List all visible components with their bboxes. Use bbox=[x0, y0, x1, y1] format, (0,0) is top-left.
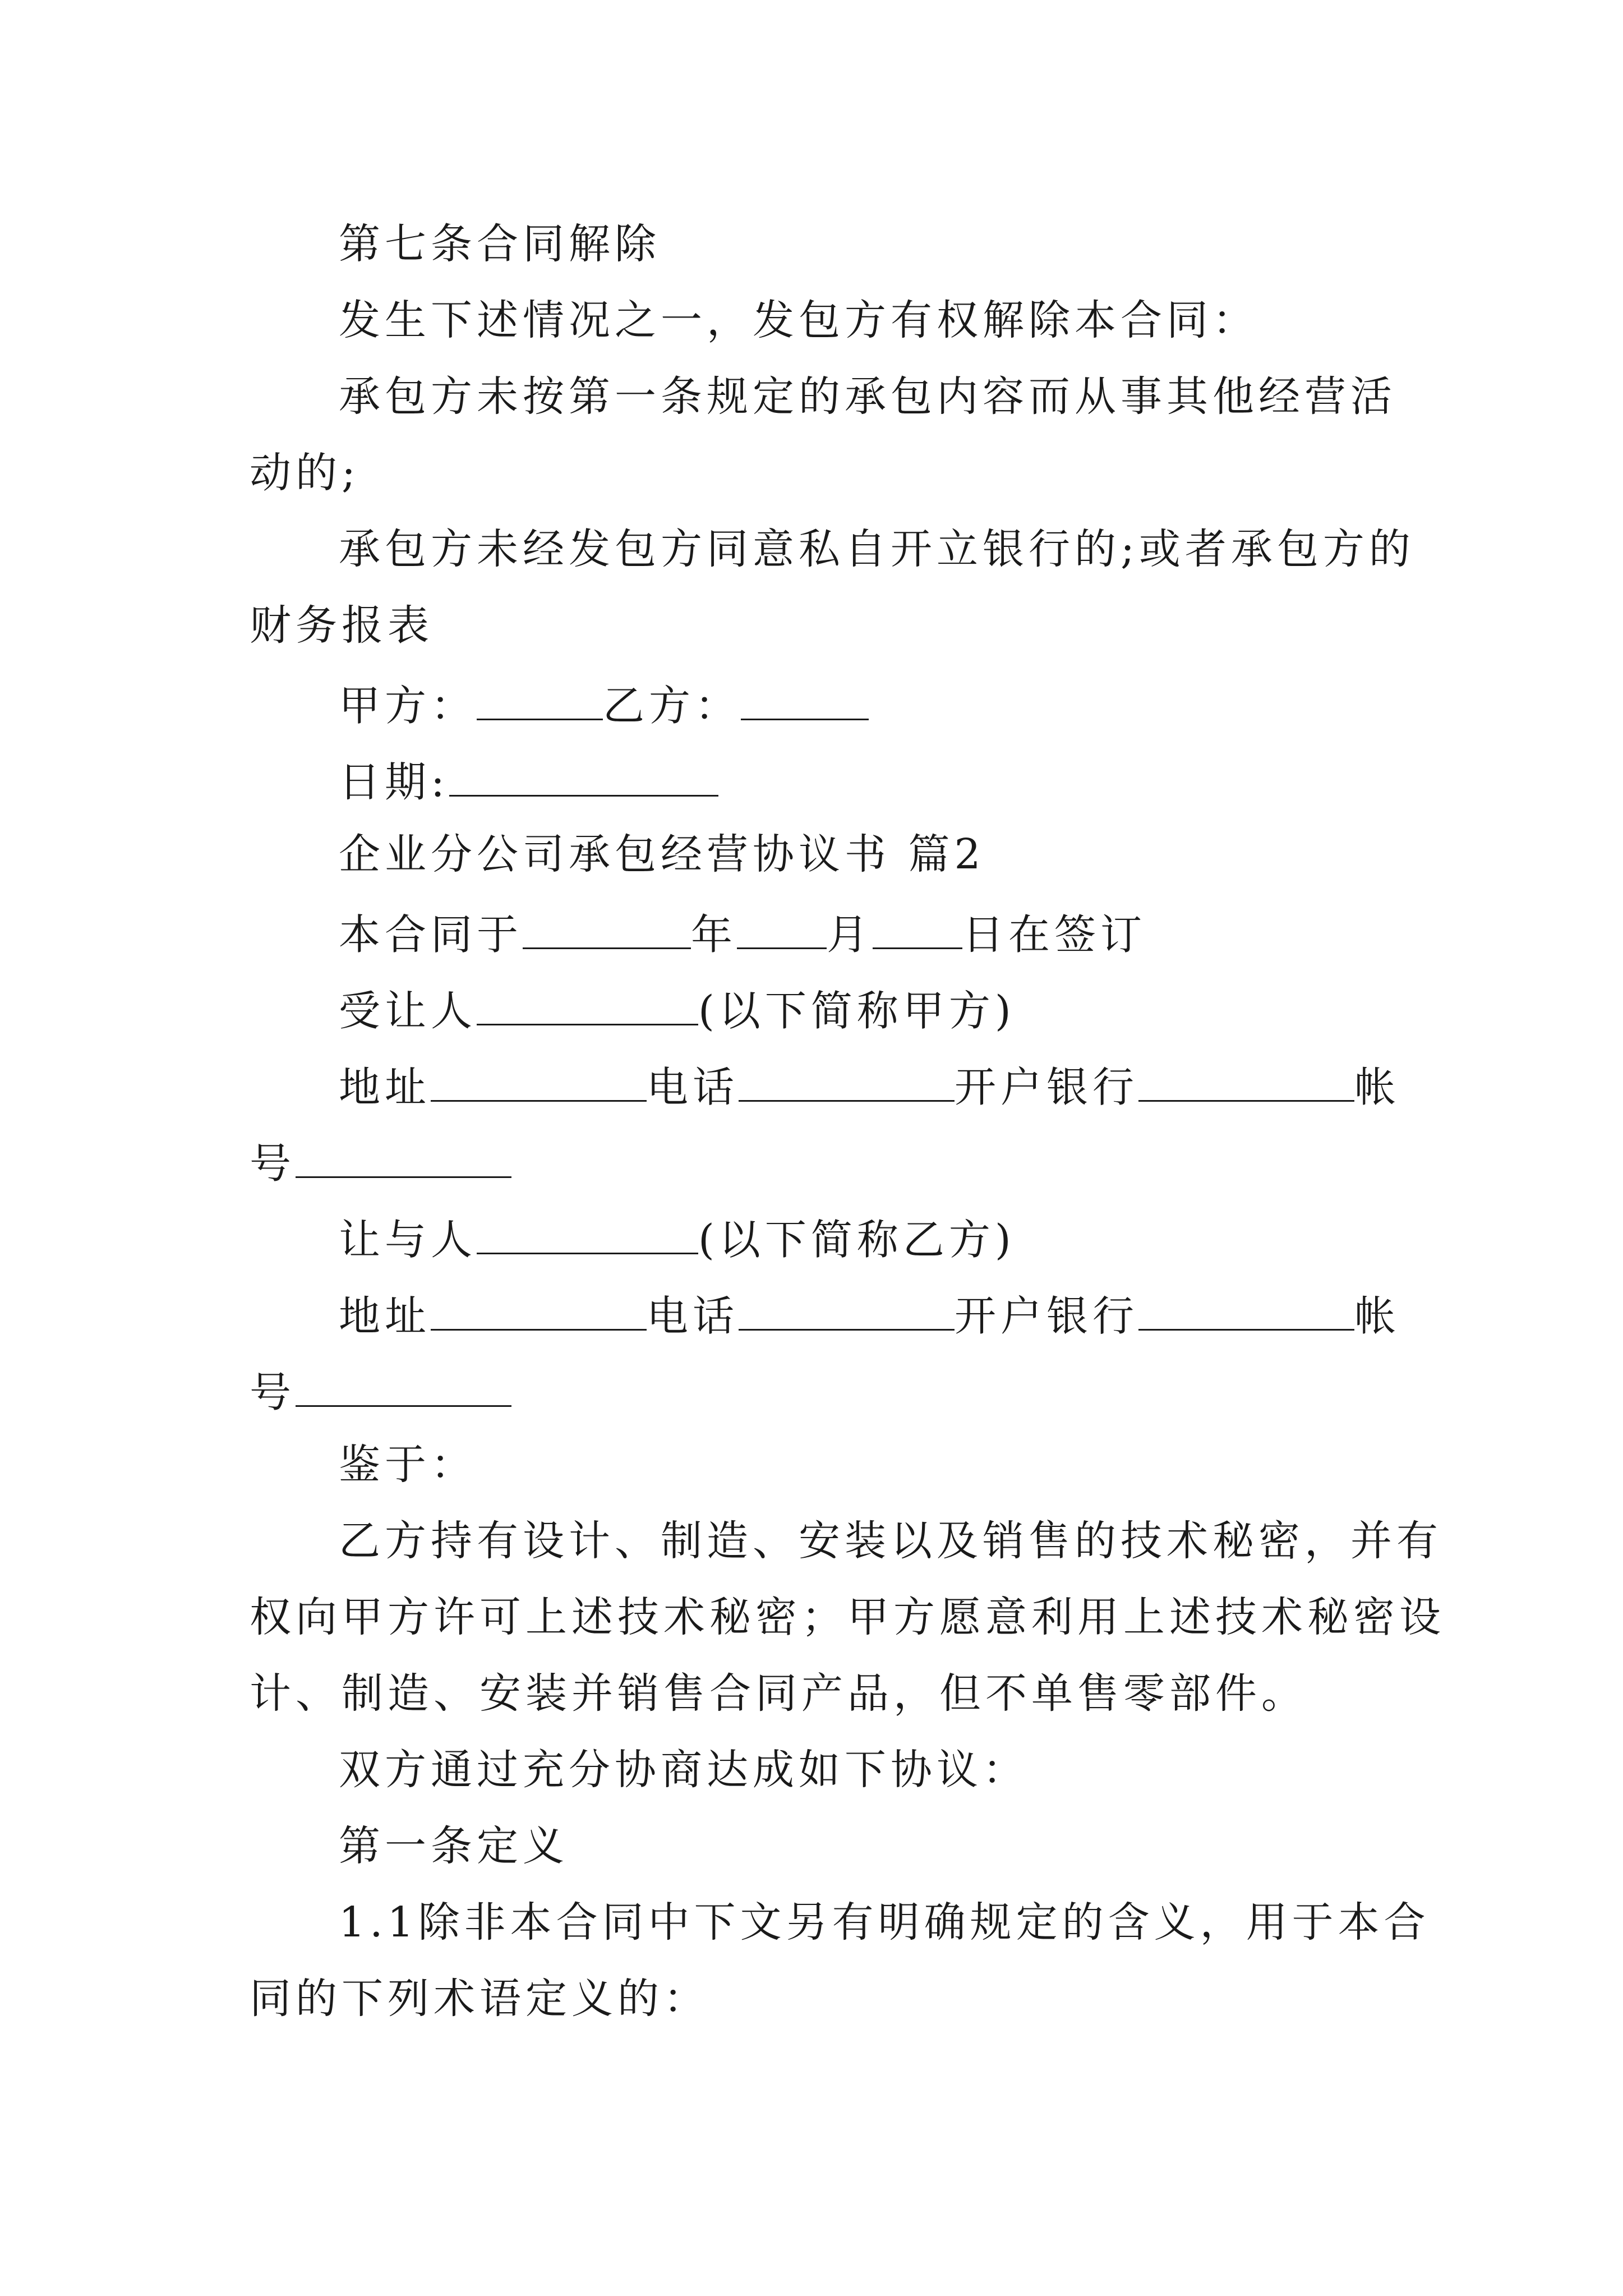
account-line bbox=[250, 1139, 511, 1188]
date-blank bbox=[449, 757, 718, 797]
party-b-label: 乙方： bbox=[603, 682, 741, 730]
address-blank bbox=[431, 1291, 647, 1331]
transferee-note: (以下简称甲方) bbox=[698, 987, 1016, 1036]
article-7-heading: 第七条合同解除 bbox=[339, 220, 661, 268]
transferee-address-line bbox=[339, 1062, 1400, 1112]
bank-blank bbox=[1138, 1062, 1354, 1102]
paragraph-line: 双方通过充分协商达成如下协议： bbox=[339, 1746, 1029, 1794]
address-blank bbox=[431, 1062, 647, 1102]
party-a-label: 甲方： bbox=[339, 682, 477, 730]
bank-label: 开户银行 bbox=[955, 1063, 1138, 1112]
account-label: 帐 bbox=[1354, 1063, 1400, 1112]
transferor-address-line bbox=[339, 1291, 1400, 1341]
year-blank bbox=[523, 910, 691, 949]
date-line bbox=[339, 757, 718, 807]
paragraph-line: 承包方未按第一条规定的承包内容而从事其他经营活 bbox=[339, 372, 1396, 421]
whereas-heading: 鉴于： bbox=[339, 1441, 477, 1489]
phone-blank bbox=[739, 1062, 955, 1102]
transferee-line bbox=[339, 986, 1016, 1036]
bank-label: 开户银行 bbox=[955, 1292, 1138, 1341]
transferee-blank bbox=[477, 986, 698, 1025]
date-label: 日期: bbox=[339, 758, 449, 807]
paragraph-line: 计、制造、安装并销售合同产品，但不单售零部件。 bbox=[250, 1669, 1307, 1718]
account-line bbox=[250, 1368, 511, 1417]
party-a-blank bbox=[477, 681, 603, 720]
account-blank bbox=[296, 1368, 511, 1407]
paragraph-line: 乙方持有设计、制造、安装以及销售的技术秘密，并有 bbox=[339, 1517, 1442, 1565]
party-b-blank bbox=[741, 681, 869, 720]
paragraph-line: 动的; bbox=[250, 449, 360, 497]
transferor-note: (以下简称乙方) bbox=[698, 1216, 1016, 1264]
month-label: 月 bbox=[827, 910, 873, 959]
month-blank bbox=[737, 910, 827, 949]
phone-label: 电话 bbox=[647, 1292, 739, 1341]
day-label: 日在签订 bbox=[962, 910, 1146, 959]
paragraph-line: 发生下述情况之一，发包方有权解除本合同： bbox=[339, 296, 1258, 344]
contract-date-text: 本合同于 bbox=[339, 910, 523, 959]
contract-date-line bbox=[339, 910, 1146, 959]
signature-line bbox=[339, 681, 869, 730]
transferor-blank bbox=[477, 1215, 698, 1254]
address-label: 地址 bbox=[339, 1292, 431, 1341]
paragraph-line: 权向甲方许可上述技术秘密；甲方愿意利用上述技术秘密设 bbox=[250, 1593, 1445, 1641]
article-1-heading: 第一条定义 bbox=[339, 1822, 569, 1870]
account-label-cont: 号 bbox=[250, 1139, 296, 1188]
day-blank bbox=[873, 910, 962, 949]
paragraph-line: 财务报表 bbox=[250, 601, 434, 650]
paragraph-line: 承包方未经发包方同意私自开立银行的;或者承包方的 bbox=[339, 525, 1415, 573]
account-blank bbox=[296, 1139, 511, 1178]
phone-label: 电话 bbox=[647, 1063, 739, 1112]
transferor-line bbox=[339, 1215, 1016, 1264]
paragraph-line: 同的下列术语定义的： bbox=[250, 1975, 709, 2023]
paragraph-line: 1.1除非本合同中下文另有明确规定的含义，用于本合 bbox=[339, 1898, 1430, 1947]
account-label-cont: 号 bbox=[250, 1368, 296, 1417]
transferor-label: 让与人 bbox=[339, 1216, 477, 1264]
address-label: 地址 bbox=[339, 1063, 431, 1112]
year-label: 年 bbox=[691, 910, 737, 959]
phone-blank bbox=[739, 1291, 955, 1331]
transferee-label: 受让人 bbox=[339, 987, 477, 1036]
section-title: 企业分公司承包经营协议书 篇2 bbox=[339, 830, 985, 878]
account-label: 帐 bbox=[1354, 1292, 1400, 1341]
bank-blank bbox=[1138, 1291, 1354, 1331]
